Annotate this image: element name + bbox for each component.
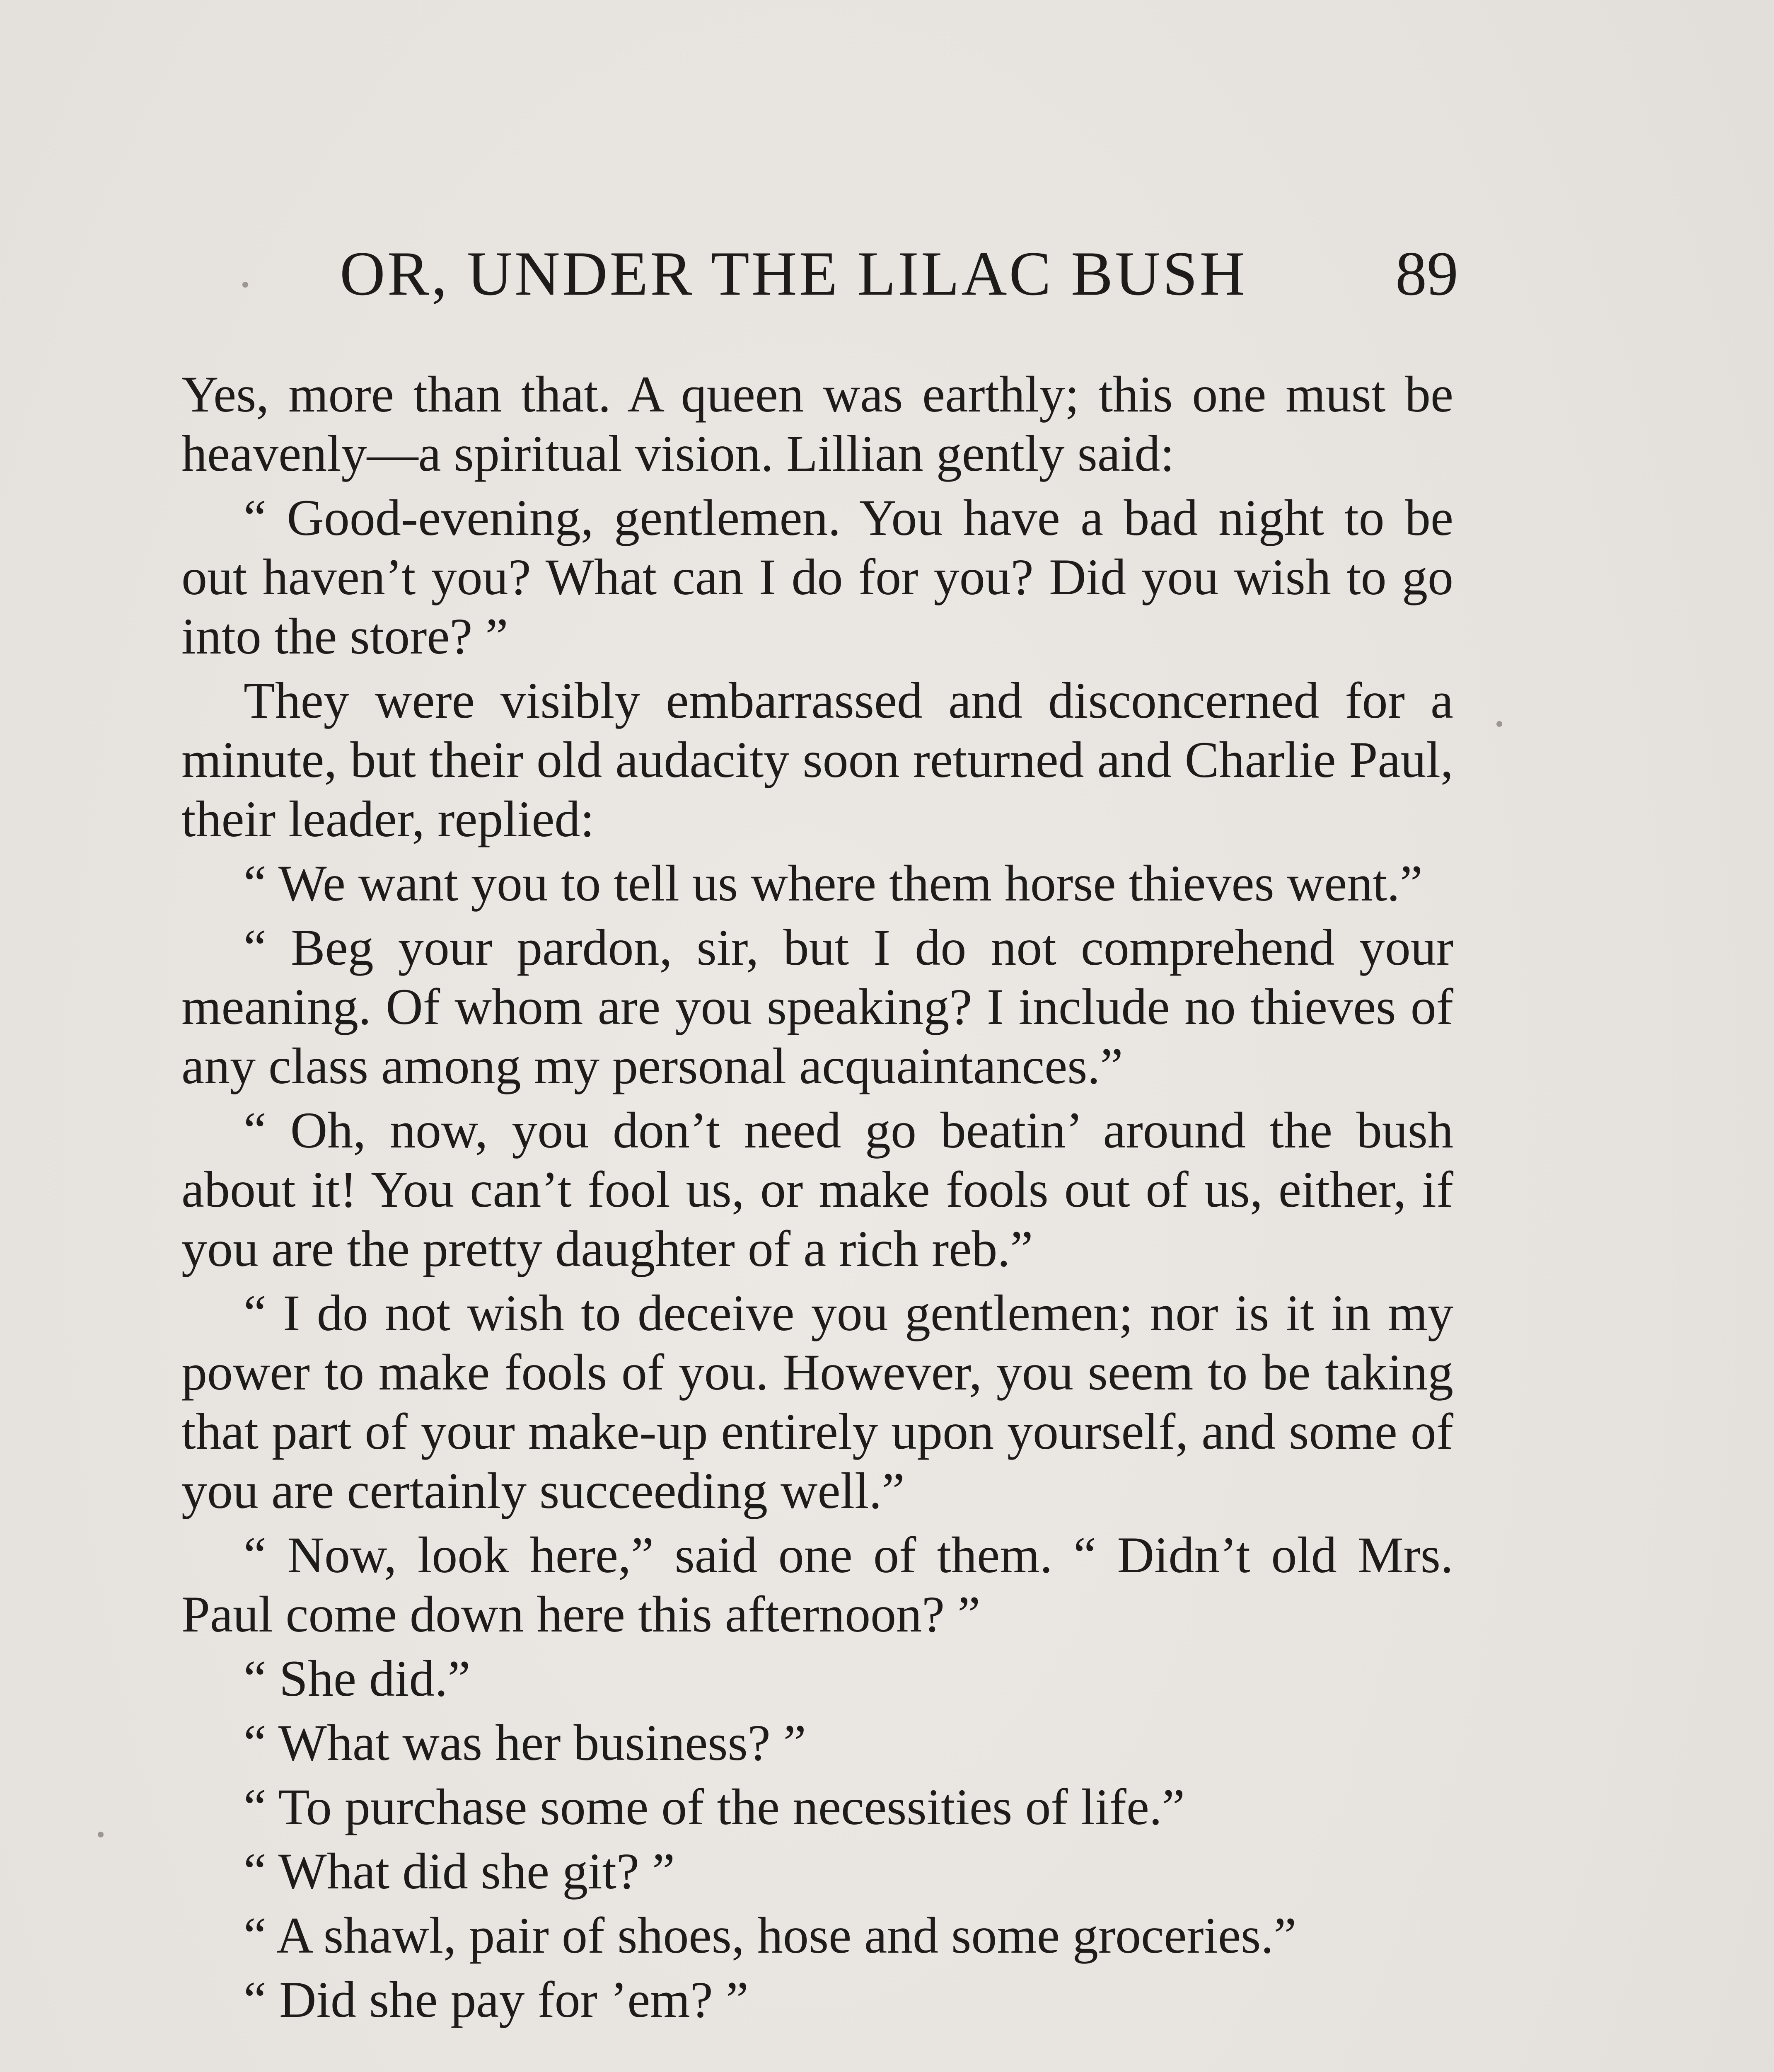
body-text [181,365,1453,2034]
paragraph: “ Beg your pardon, sir, but I do not comprehend your meaning. Of whom are you speaking? I include no thieves of any class among my personal acquaintances.” [181,919,1453,1094]
page-header [340,232,1458,315]
paper-speck [98,1832,104,1837]
paper-speck [242,282,248,288]
paragraph: “ We want you to tell us where them horse thieves went.” [244,855,1423,912]
paragraph: “ To purchase some of the necessities of life.” [244,1779,1185,1835]
paragraph: “ What did she git? ” [244,1843,675,1900]
paragraph: “ Oh, now, you don’t need go beatin’ around the bush about it! You can’t fool us, or make fools out of us, either, if you are the pretty daughter of a rich reb.” [181,1102,1453,1277]
page-number: 89 [1395,239,1458,308]
paragraph: “ A shawl, pair of shoes, hose and some groceries.” [244,1907,1297,1964]
paragraph: “ I do not wish to deceive you gentlemen; nor is it in my power to make fools of you. However, you seem to be taking that part of your make-up entirely upon yourself, and some of you are certainly succeeding well.” [181,1285,1453,1519]
paragraph: They were visibly embarrassed and disconcerned for a minute, but their old audacity soon returned and Charlie Paul, their leader, replied: [181,672,1453,847]
paragraph: “ She did.” [244,1650,471,1707]
paragraph: Yes, more than that. A queen was earthly; this one must be heavenly—a spiritual vision. Lillian gently said: [181,366,1453,482]
running-title: OR, UNDER THE LILAC BUSH [340,239,1247,308]
paragraph: “ What was her business? ” [244,1714,806,1771]
paragraph: “ Good-evening, gentlemen. You have a bad night to be out haven’t you? What can I do for you? Did you wish to go into the store? ” [181,489,1453,665]
paper-speck [1496,721,1502,727]
paragraph: “ Did she pay for ’em? ” [244,1971,749,2028]
paragraph: “ Now, look here,” said one of them. “ Didn’t old Mrs. Paul come down here this afternoon? ” [181,1527,1453,1643]
